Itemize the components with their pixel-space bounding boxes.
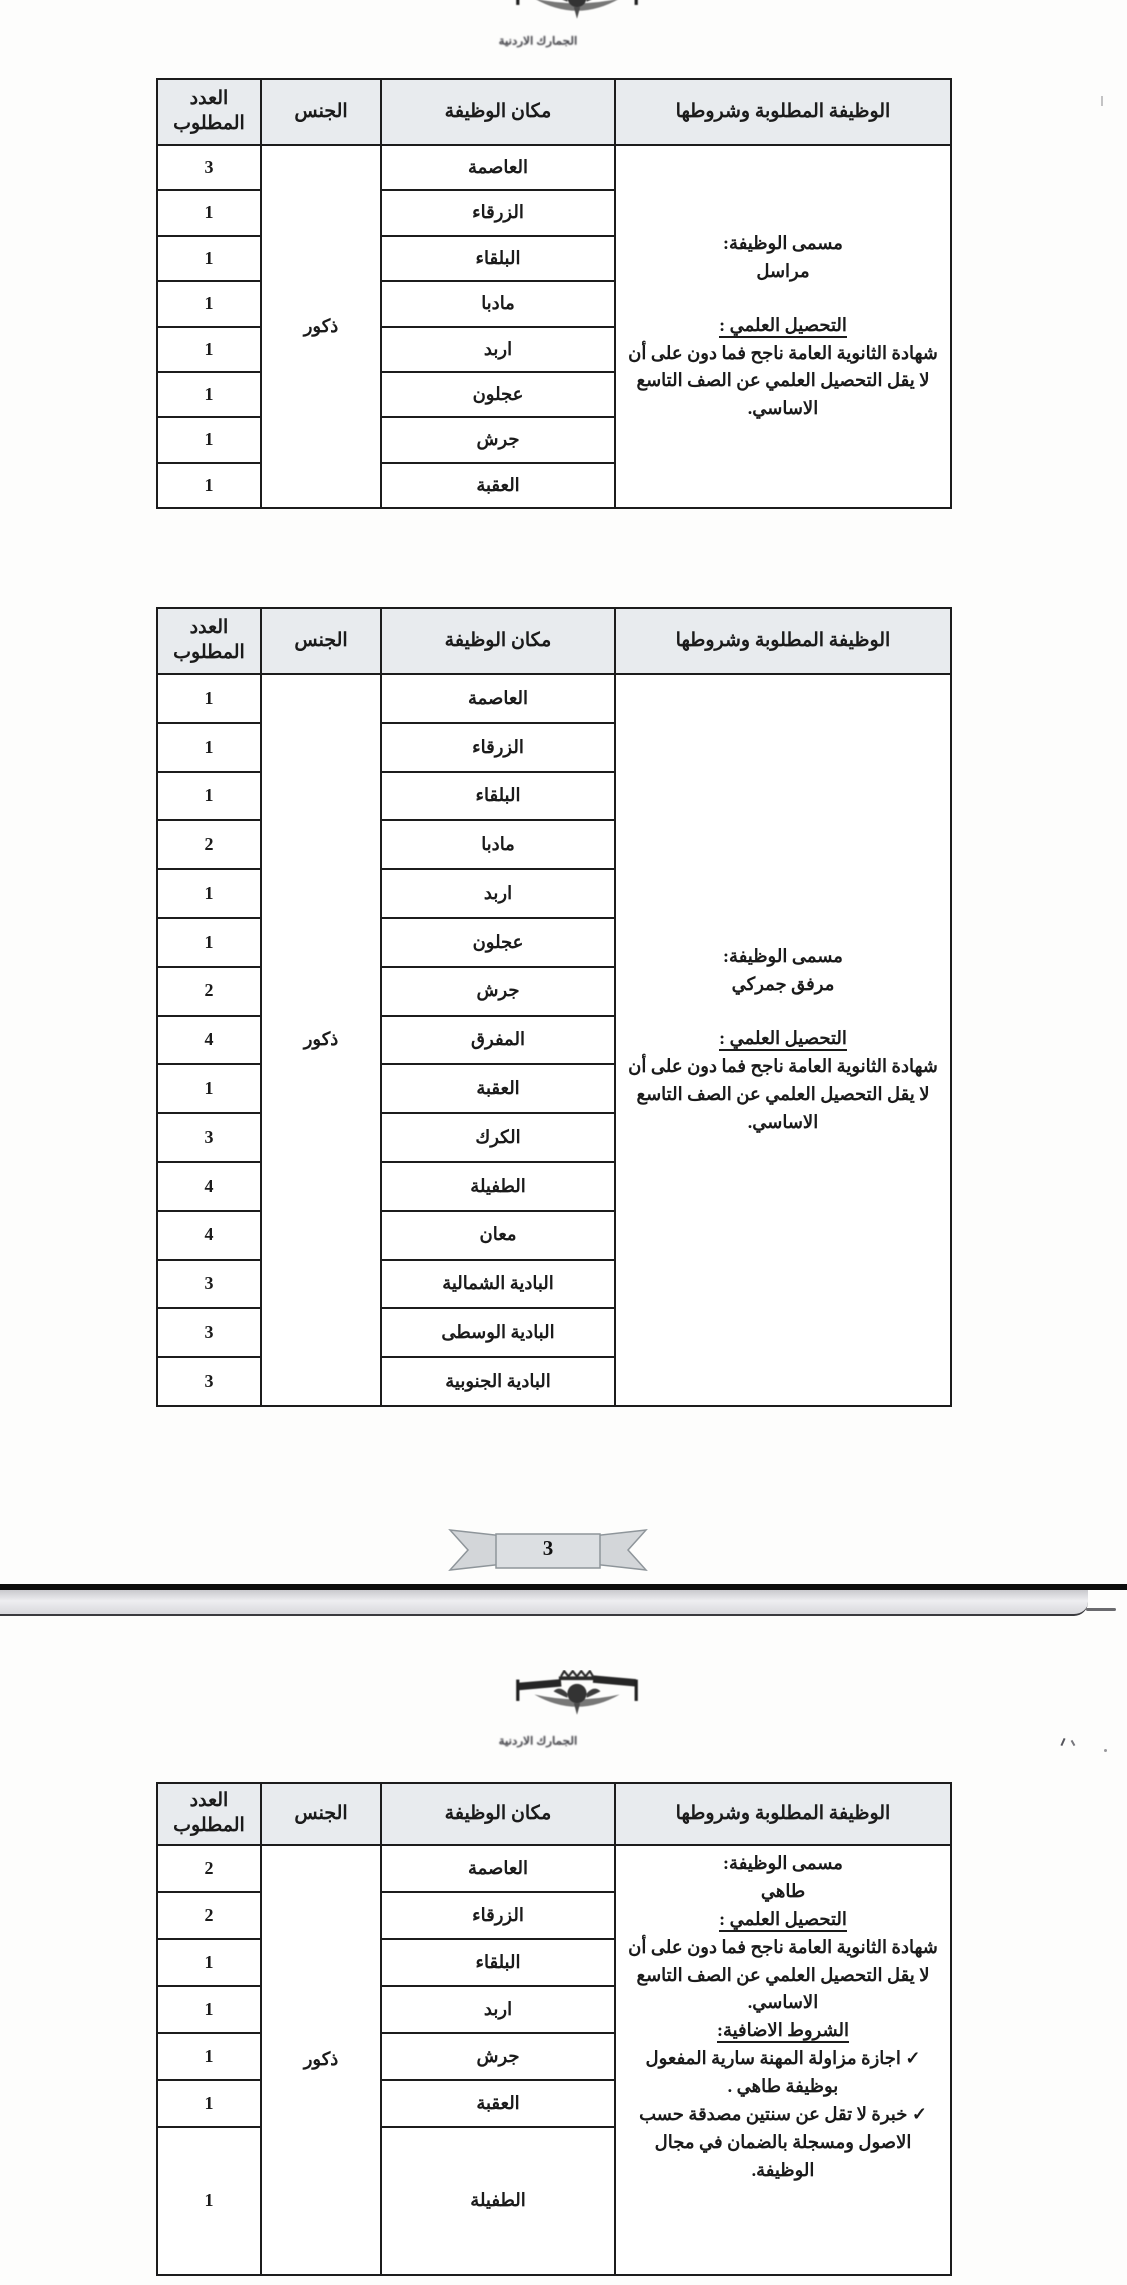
header-job: الوظيفة المطلوبة وشروطها — [616, 609, 950, 673]
count-cell: 1 — [158, 328, 260, 371]
location-cell: العقبة — [382, 464, 614, 507]
extra-condition-item: ✓ اجازة مزاولة المهنة سارية المفعول بوظيفة طاهي . — [645, 2048, 921, 2097]
location-cell: البلقاء — [382, 237, 614, 280]
location-cell: البادية الوسطى — [382, 1309, 614, 1356]
count-cell: 1 — [158, 191, 260, 234]
education-requirement: التحصيل العلمي : شهادة الثانوية العامة ناجح فما دون على أن لا يقل التحصيل العلمي عن الصف التاسع الاساسي. — [628, 1908, 938, 2013]
location-cell: اربد — [382, 1987, 614, 2032]
location-cell: اربد — [382, 328, 614, 371]
count-cell: 1 — [158, 675, 260, 722]
location-cell: البادية الشمالية — [382, 1261, 614, 1308]
education-requirement: التحصيل العلمي : شهادة الثانوية العامة ناجح فما دون على أن لا يقل التحصيل العلمي عن الصف التاسع الاساسي. — [628, 1028, 938, 1132]
location-cell: مادبا — [382, 821, 614, 868]
location-cell: الكرك — [382, 1114, 614, 1161]
location-cell: المفرق — [382, 1017, 614, 1064]
location-cell: مادبا — [382, 282, 614, 325]
gender-cell: ذكور — [262, 1846, 380, 2274]
count-cell: 3 — [158, 1261, 260, 1308]
job-description-cell — [616, 146, 950, 507]
location-cell: العاصمة — [382, 1846, 614, 1891]
count-cell: 1 — [158, 2034, 260, 2079]
logo-caption-page2: الجمارك الاردنية — [498, 1734, 578, 1748]
gender-cell: ذكور — [262, 675, 380, 1405]
header-count: العدد المطلوب — [158, 1784, 260, 1844]
scan-artifact — [1101, 96, 1103, 106]
location-cell: الزرقاء — [382, 191, 614, 234]
count-cell: 2 — [158, 1846, 260, 1891]
header-gender: الجنس — [262, 609, 380, 673]
header-location: مكان الوظيفة — [382, 80, 614, 144]
location-cell: البلقاء — [382, 1940, 614, 1985]
count-cell: 3 — [158, 146, 260, 189]
count-cell: 1 — [158, 373, 260, 416]
header-gender: الجنس — [262, 80, 380, 144]
count-cell: 1 — [158, 1940, 260, 1985]
job-description-cell — [616, 675, 950, 1405]
count-cell: 1 — [158, 418, 260, 461]
count-cell: 2 — [158, 968, 260, 1015]
count-cell: 1 — [158, 724, 260, 771]
location-cell: معان — [382, 1212, 614, 1259]
location-cell: الطفيلة — [382, 1163, 614, 1210]
job-title: مسمى الوظيفة: مراسل — [723, 232, 843, 281]
location-cell: اربد — [382, 870, 614, 917]
location-cell: البادية الجنوبية — [382, 1358, 614, 1405]
job-table-1 — [156, 78, 952, 509]
location-cell: البلقاء — [382, 773, 614, 820]
education-label: التحصيل العلمي : — [719, 1909, 847, 1932]
count-cell: 1 — [158, 919, 260, 966]
count-cell: 1 — [158, 464, 260, 507]
count-cell: 3 — [158, 1309, 260, 1356]
scan-artifact — [1071, 1740, 1076, 1746]
location-cell: العاصمة — [382, 675, 614, 722]
education-label: التحصيل العلمي : — [719, 1028, 847, 1051]
location-cell: جرش — [382, 968, 614, 1015]
count-cell: 4 — [158, 1163, 260, 1210]
header-location: مكان الوظيفة — [382, 609, 614, 673]
scan-artifact — [1104, 1749, 1107, 1752]
logo-caption-page1: الجمارك الاردنية — [498, 34, 578, 48]
extra-condition-item: ✓ خبرة لا تقل عن سنتين مصدقة حسب الاصول ومسجلة بالضمان في مجال الوظيفة. — [639, 2104, 927, 2180]
job-table-2 — [156, 607, 952, 1407]
job-table-3 — [156, 1782, 952, 2276]
count-cell: 2 — [158, 1893, 260, 1938]
header-count: العدد المطلوب — [158, 80, 260, 144]
location-cell: جرش — [382, 418, 614, 461]
header-job: الوظيفة المطلوبة وشروطها — [616, 80, 950, 144]
jordan-coat-of-arms-icon — [512, 1670, 642, 1734]
count-cell: 2 — [158, 821, 260, 868]
education-label: التحصيل العلمي : — [719, 315, 847, 338]
location-cell: عجلون — [382, 919, 614, 966]
count-cell: 1 — [158, 1987, 260, 2032]
location-cell: الزرقاء — [382, 1893, 614, 1938]
count-cell: 1 — [158, 1065, 260, 1112]
count-cell: 1 — [158, 870, 260, 917]
page-edge-shadow-tail — [1086, 1608, 1116, 1611]
count-cell: 4 — [158, 1212, 260, 1259]
header-gender: الجنس — [262, 1784, 380, 1844]
count-cell: 4 — [158, 1017, 260, 1064]
count-cell: 1 — [158, 2128, 260, 2274]
extra-conditions-label: الشروط الاضافية: — [628, 2017, 938, 2045]
page-number: 3 — [542, 1536, 554, 1560]
location-cell: العقبة — [382, 2081, 614, 2126]
header-location: مكان الوظيفة — [382, 1784, 614, 1844]
location-cell: الزرقاء — [382, 724, 614, 771]
job-title: مسمى الوظيفة: طاهي — [723, 1853, 843, 1901]
jordan-coat-of-arms-icon — [512, 0, 642, 32]
location-cell: جرش — [382, 2034, 614, 2079]
count-cell: 1 — [158, 237, 260, 280]
gender-cell: ذكور — [262, 146, 380, 507]
education-requirement: التحصيل العلمي : شهادة الثانوية العامة ناجح فما دون على أن لا يقل التحصيل العلمي عن الصف التاسع الاساسي. — [628, 314, 938, 419]
job-description-cell — [616, 1846, 950, 2274]
count-cell: 3 — [158, 1114, 260, 1161]
header-count: العدد المطلوب — [158, 609, 260, 673]
location-cell: العقبة — [382, 1065, 614, 1112]
location-cell: الطفيلة — [382, 2128, 614, 2274]
count-cell: 1 — [158, 2081, 260, 2126]
location-cell: عجلون — [382, 373, 614, 416]
count-cell: 1 — [158, 282, 260, 325]
scan-artifact — [1060, 1738, 1065, 1746]
count-cell: 1 — [158, 773, 260, 820]
location-cell: العاصمة — [382, 146, 614, 189]
page-number-ribbon — [448, 1524, 648, 1572]
page-edge-shadow — [0, 1590, 1088, 1616]
job-title: مسمى الوظيفة: مرفق جمركي — [723, 946, 843, 995]
header-job: الوظيفة المطلوبة وشروطها — [616, 1784, 950, 1844]
count-cell: 3 — [158, 1358, 260, 1405]
